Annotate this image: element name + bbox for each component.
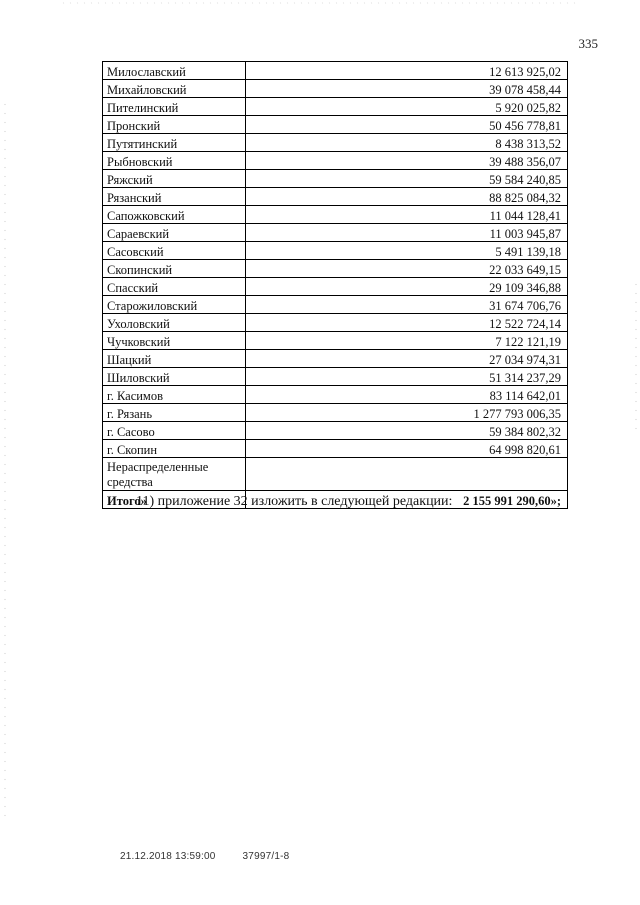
district-name-cell: Путятинский: [103, 134, 246, 152]
district-name-cell: Рязанский: [103, 188, 246, 206]
table-row: [103, 116, 568, 134]
amount-cell: 11 044 128,41: [246, 206, 568, 224]
district-name-cell: Ряжский: [103, 170, 246, 188]
page-number: 335: [578, 36, 598, 51]
unallocated-label-line1: Нераспределенные: [107, 460, 209, 475]
table-row: [103, 98, 568, 116]
table-row: [103, 314, 568, 332]
district-name-cell: г. Сасово: [103, 422, 246, 440]
district-name-cell: Рыбновский: [103, 152, 246, 170]
table-row: [103, 332, 568, 350]
district-name-cell: [103, 458, 246, 491]
table-row: [103, 134, 568, 152]
table-row: [103, 152, 568, 170]
district-name-cell: Шацкий: [103, 350, 246, 368]
district-name-cell: Чучковский: [103, 332, 246, 350]
amount-cell: 83 114 642,01: [246, 386, 568, 404]
district-name-cell: Шиловский: [103, 368, 246, 386]
footer-timestamp: 21.12.2018 13:59:00: [120, 851, 216, 862]
table-row: [103, 368, 568, 386]
unallocated-label-line2: средства: [107, 474, 153, 489]
total-amount-cell: 2 155 991 290,60»;: [246, 491, 568, 509]
instruction-text: 11) приложение 32 изложить в следующей редакции:: [136, 494, 453, 509]
document-footer: [120, 851, 289, 862]
amount-cell: 7 122 121,19: [246, 332, 568, 350]
district-name-cell: Михайловский: [103, 80, 246, 98]
district-name-cell: Старожиловский: [103, 296, 246, 314]
amount-cell: 51 314 237,29: [246, 368, 568, 386]
table-row: [103, 62, 568, 80]
table-row: [103, 350, 568, 368]
table-row: [103, 296, 568, 314]
amount-cell: [246, 458, 568, 491]
amount-cell: 11 003 945,87: [246, 224, 568, 242]
table-row: [103, 422, 568, 440]
district-name-cell: Ухоловский: [103, 314, 246, 332]
district-name-cell: Сараевский: [103, 224, 246, 242]
district-name-cell: г. Касимов: [103, 386, 246, 404]
table-row: [103, 170, 568, 188]
table-row: [103, 278, 568, 296]
table-row: [103, 80, 568, 98]
amount-cell: 39 488 356,07: [246, 152, 568, 170]
amount-cell: 5 491 139,18: [246, 242, 568, 260]
amount-cell: 27 034 974,31: [246, 350, 568, 368]
total-label-cell: Итого»: [103, 491, 246, 509]
unallocated-row: [103, 458, 568, 491]
amount-cell: 22 033 649,15: [246, 260, 568, 278]
scan-artifact-right-margin: [635, 280, 637, 430]
table-row: [103, 260, 568, 278]
amount-cell: 50 456 778,81: [246, 116, 568, 134]
amount-cell: 39 078 458,44: [246, 80, 568, 98]
table-row: [103, 404, 568, 422]
district-name-cell: Скопинский: [103, 260, 246, 278]
amount-cell: 64 998 820,61: [246, 440, 568, 458]
district-name-cell: Пителинский: [103, 98, 246, 116]
district-name-cell: г. Скопин: [103, 440, 246, 458]
budget-table: [102, 61, 568, 509]
district-name-cell: Милославский: [103, 62, 246, 80]
amount-cell: 88 825 084,32: [246, 188, 568, 206]
footer-doc-code: 37997/1-8: [242, 851, 290, 862]
amount-cell: 1 277 793 006,35: [246, 404, 568, 422]
amount-cell: 29 109 346,88: [246, 278, 568, 296]
amount-cell: 12 613 925,02: [246, 62, 568, 80]
amount-cell: 59 584 240,85: [246, 170, 568, 188]
district-name-cell: Спасский: [103, 278, 246, 296]
amount-cell: 31 674 706,76: [246, 296, 568, 314]
amount-cell: 59 384 802,32: [246, 422, 568, 440]
scan-artifact-left-margin: [4, 100, 6, 820]
table-row: [103, 242, 568, 260]
table-row: [103, 440, 568, 458]
district-name-cell: Пронский: [103, 116, 246, 134]
amount-cell: 5 920 025,82: [246, 98, 568, 116]
table-row: [103, 224, 568, 242]
district-name-cell: Сапожковский: [103, 206, 246, 224]
district-name-cell: г. Рязань: [103, 404, 246, 422]
district-name-cell: Сасовский: [103, 242, 246, 260]
scan-artifact-top: [60, 2, 580, 4]
amount-cell: 12 522 724,14: [246, 314, 568, 332]
table-row: [103, 188, 568, 206]
table-row: [103, 386, 568, 404]
budget-table-body: [103, 62, 568, 509]
amount-cell: 8 438 313,52: [246, 134, 568, 152]
table-row: [103, 206, 568, 224]
